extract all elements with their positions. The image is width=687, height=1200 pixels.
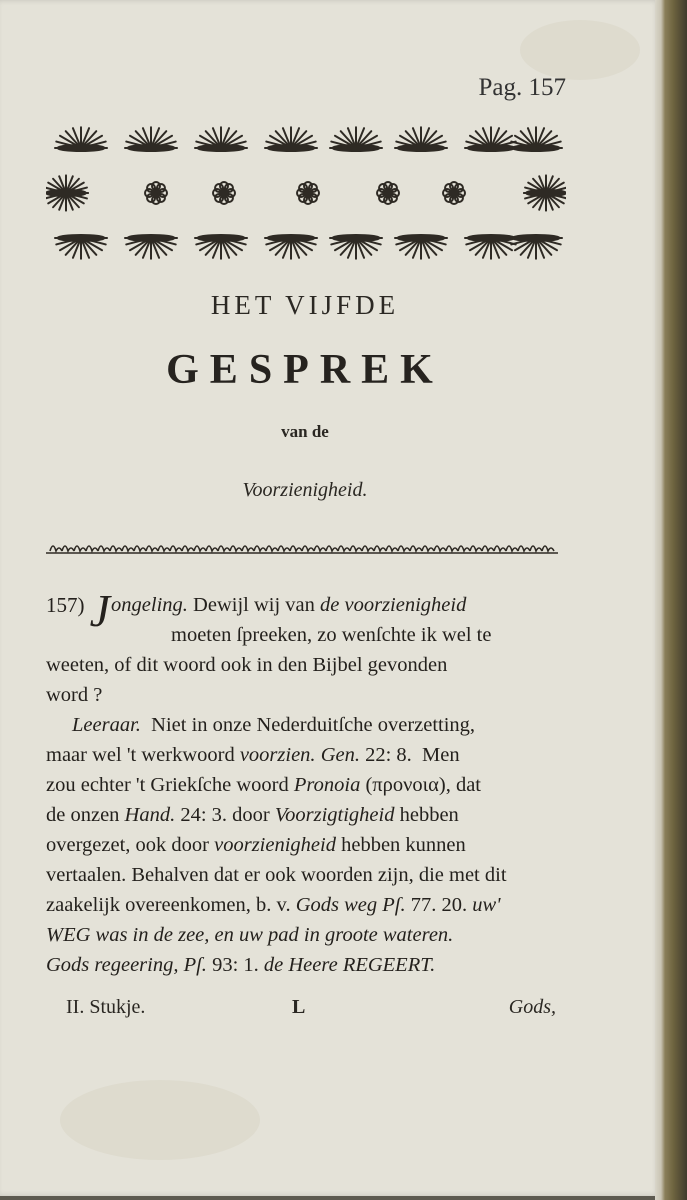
text-span: 24: 3. door <box>175 804 275 826</box>
text-span: hebben <box>394 804 459 826</box>
heading-van: van de <box>281 422 329 441</box>
text-line <box>46 830 560 860</box>
text-span-italic: WEG was in de zee, en uw pad in groote wateren. <box>46 924 454 946</box>
text-span: 22: 8. Men <box>359 744 460 766</box>
text-span-italic: Gen. <box>315 744 360 766</box>
text-line <box>46 920 560 950</box>
text-line <box>46 800 560 830</box>
paragraph-number: 157) <box>46 593 85 617</box>
divider-ornament-icon <box>46 535 558 557</box>
text-span-italic: de voorzienigheid <box>320 594 467 616</box>
text-span: de onzen <box>46 804 125 826</box>
drop-capital: J <box>89 585 111 636</box>
paper-stain <box>520 20 640 80</box>
text-line <box>46 620 560 650</box>
text-span-italic: Gods weg Pſ. <box>295 894 406 916</box>
text-span-italic: de Heere <box>263 954 338 976</box>
text-span: weeten, of dit woord ook in den Bijbel gevonden <box>46 654 448 676</box>
text-line <box>46 770 560 800</box>
text-span-italic: Gods regeering, Pſ. <box>46 954 207 976</box>
text-line <box>46 740 560 770</box>
text-span: maar wel 't werkwoord <box>46 744 240 766</box>
text-span-italic: uw' <box>472 894 501 916</box>
text-span: vertaalen. Behalven dat er ook woorden zijn, die met dit <box>46 864 507 886</box>
text-span: 77. 20. <box>405 894 473 916</box>
speaker-label: ongeling. <box>111 594 188 616</box>
heading-large: GESPREK <box>166 347 444 393</box>
text-line <box>46 890 560 920</box>
signature-mark: L <box>292 996 306 1018</box>
text-span: moeten ſpreeken, zo wenſchte ik wel te <box>171 624 492 646</box>
text-line <box>46 680 560 710</box>
text-span-italic: Pronoia <box>293 774 361 796</box>
body-text <box>46 585 560 980</box>
text-line <box>46 950 560 980</box>
text-span: zaakelijk overeenkomen, b. v. <box>46 894 296 916</box>
page-number: Pag. 157 <box>478 74 566 101</box>
text-span: Niet in onze Nederduitſche overzetting, <box>140 714 476 736</box>
text-span: hebben kunnen <box>335 834 466 856</box>
text-span: overgezet, ook door <box>46 834 215 856</box>
text-span: zou echter 't Griekſche woord <box>46 774 294 796</box>
text-span-italic: Hand. <box>124 804 176 826</box>
heading-small: HET VIJFDE <box>210 290 400 320</box>
text-span-italic: Voorzigtigheid <box>274 804 395 826</box>
text-line <box>46 710 560 740</box>
text-span: (προνοια), dat <box>360 774 482 796</box>
volume-label: II. Stukje. <box>66 996 146 1018</box>
heading-subject: Voorzienigheid. <box>242 479 368 501</box>
text-span: word ? <box>46 684 103 706</box>
text-line <box>46 650 560 680</box>
speaker-label: Leeraar. <box>72 714 141 736</box>
text-span-italic: REGEERT. <box>337 954 436 976</box>
text-line <box>46 860 560 890</box>
text-span: Dewijl wij van <box>187 594 321 616</box>
text-span-italic: voorzienigheid <box>214 834 336 856</box>
catchword: Gods, <box>508 996 556 1018</box>
headpiece-ornament-icon <box>46 118 566 268</box>
book-spine <box>655 0 687 1200</box>
text-span-italic: voorzien. <box>239 744 316 766</box>
paper-stain <box>60 1080 260 1160</box>
text-span: 93: 1. <box>206 954 264 976</box>
